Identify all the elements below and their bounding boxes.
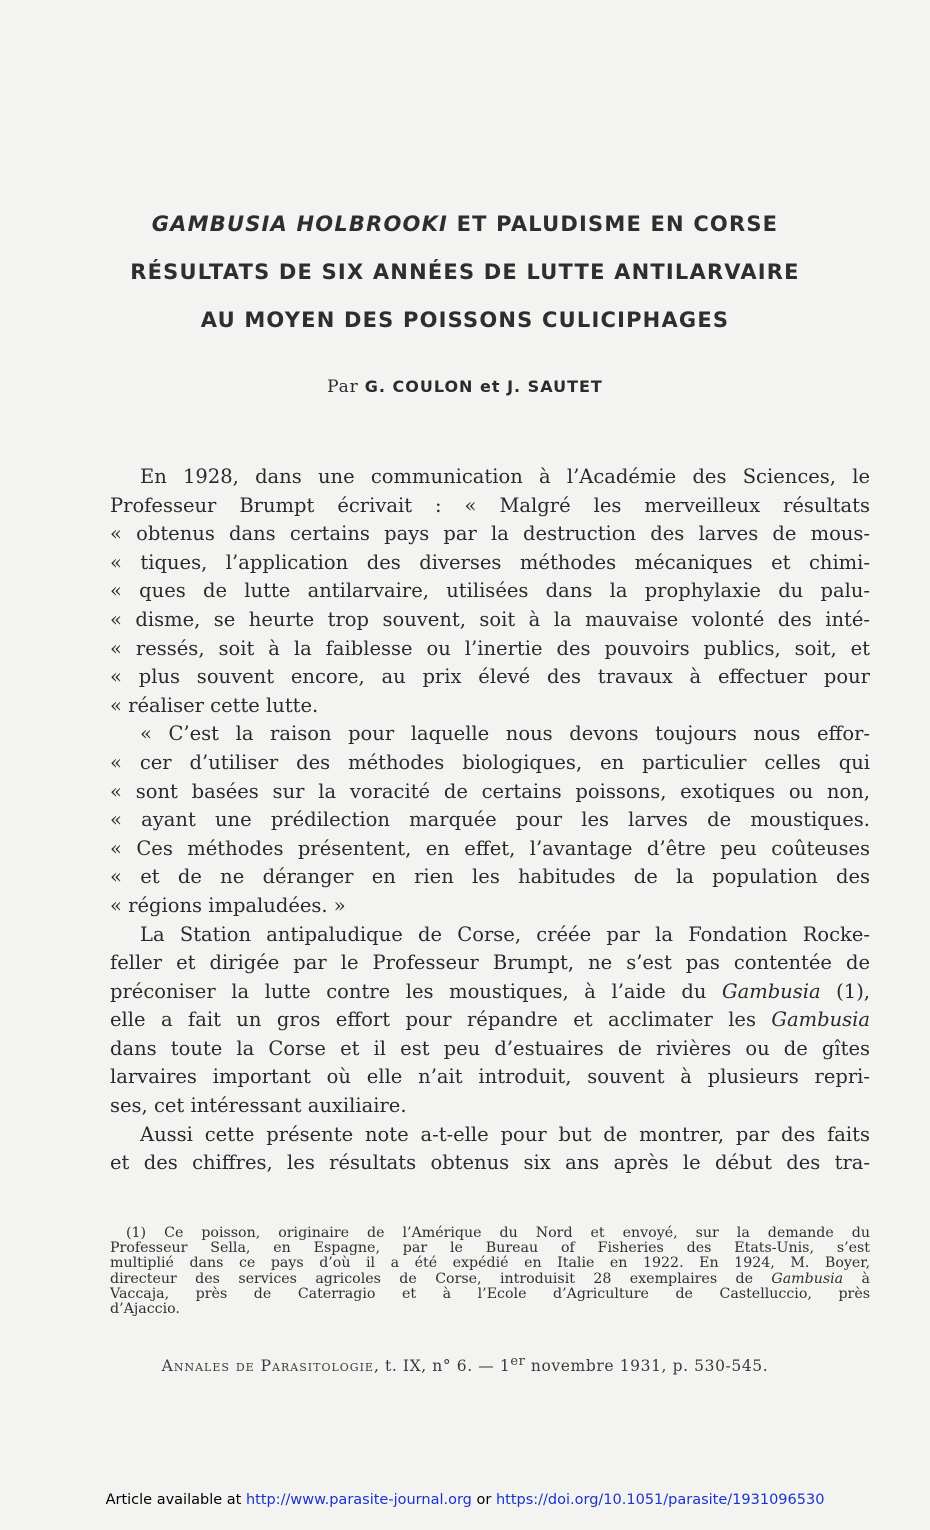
footnote-line: Professeur Sella, en Espagne, par le Bureau of Fisheries des Etats-Unis, s’est — [110, 1240, 870, 1257]
footnote — [110, 1226, 870, 1317]
body-text — [110, 463, 870, 1178]
title-line-3: AU MOYEN DES POISSONS CULICIPHAGES — [200, 308, 730, 332]
author-names: G. COULON et J. SAUTET — [364, 377, 603, 396]
availability-banner — [0, 1492, 930, 1508]
footnote-line — [110, 1272, 870, 1287]
journal-link[interactable]: http://www.parasite-journal.org — [245, 1492, 472, 1508]
footnote-line: (1) Ce poisson, originaire de l’Amérique du Nord et envoyé, sur la demande du — [126, 1225, 870, 1241]
body-line: larvaires important où elle n’ait introduit, souvent à plusieurs repri- — [110, 1065, 870, 1089]
body-line: « ayant une prédilection marquée pour les larves de moustiques. — [110, 808, 870, 832]
banner-middle: or — [471, 1492, 496, 1508]
genus-name: Gambusia — [771, 1008, 870, 1032]
body-line: feller et dirigée par le Professeur Brumpt, ne s’est pas contentée de — [110, 951, 870, 975]
footnote-line: multiplié dans ce pays d’où il a été expédié en Italie en 1922. En 1924, M. Boyer, — [110, 1255, 870, 1272]
title-line-1 — [0, 212, 930, 236]
doi-link[interactable]: https://doi.org/10.1051/parasite/1931096530 — [495, 1492, 825, 1508]
body-line: « cer d’utiliser des méthodes biologiques, en particulier celles qui — [110, 750, 870, 774]
banner-prefix: Article available at — [105, 1492, 246, 1508]
footnote-line: Vaccaja, près de Caterragio et à l’Ecole d’Agriculture de Castelluccio, près — [110, 1285, 870, 1302]
journal-name: Annales de Parasitologie — [161, 1357, 374, 1376]
journal-citation — [0, 1354, 930, 1375]
body-line: « disme, se heurte trop souvent, soit à la mauvaise volonté des inté- — [110, 607, 870, 631]
body-line: « et de ne déranger en rien les habitudes de la population des — [110, 865, 870, 889]
body-line: En 1928, dans une communication à l’Académie des Sciences, le — [140, 465, 870, 488]
body-text-run: préconiser la lutte contre les moustiques, à l’aide du — [110, 979, 722, 1003]
footnote-ref: (1), — [820, 979, 870, 1003]
body-line: ses, cet intéressant auxiliaire. — [110, 1094, 407, 1118]
body-line: Professeur Brumpt écrivait : « Malgré les merveilleux résultats — [110, 493, 870, 517]
citation-superscript: er — [510, 1354, 526, 1369]
title-species: GAMBUSIA HOLBROOKI — [151, 212, 449, 236]
footnote-line: d’Ajaccio. — [110, 1301, 180, 1318]
authors-prefix: Par — [327, 377, 365, 397]
body-line — [110, 978, 870, 1007]
body-line: « C’est la raison pour laquelle nous devons toujours nous effor- — [140, 722, 870, 746]
footnote-text-run: directeur des services agricoles de Corse, introduisit 28 exemplaires de — [110, 1270, 772, 1287]
footnote-text-run: à — [843, 1270, 870, 1287]
body-line: « régions impaludées. » — [110, 893, 346, 917]
body-line: « tiques, l’application des diverses méthodes mécaniques et chimi- — [110, 550, 870, 574]
body-line: et des chiffres, les résultats obtenus six ans après le début des tra- — [110, 1151, 870, 1175]
body-line: Aussi cette présente note a-t-elle pour but de montrer, par des faits — [140, 1122, 870, 1146]
body-line: « obtenus dans certains pays par la destruction des larves de mous- — [110, 522, 870, 546]
body-line: La Station antipaludique de Corse, créée par la Fondation Rocke- — [140, 922, 870, 946]
body-line: « sont basées sur la voracité de certains poissons, exotiques ou non, — [110, 779, 870, 803]
body-line — [110, 1006, 870, 1035]
citation-date-pages: novembre 1931, p. 530-545. — [525, 1357, 769, 1376]
body-line: dans toute la Corse et il est peu d’estuaires de rivières ou de gîtes — [110, 1036, 870, 1060]
title-line-2: RÉSULTATS DE SIX ANNÉES DE LUTTE ANTILARVAIRE — [130, 260, 800, 284]
body-text-run: elle a fait un gros effort pour répandre et acclimater les — [110, 1008, 772, 1032]
genus-name: Gambusia — [722, 979, 821, 1003]
body-line: « réaliser cette lutte. — [110, 693, 319, 717]
body-line: « Ces méthodes présentent, en effet, l’avantage d’être peu coûteuses — [110, 836, 870, 860]
genus-name: Gambusia — [771, 1270, 844, 1287]
body-line: « ques de lutte antilarvaire, utilisées dans la prophylaxie du palu- — [110, 579, 870, 603]
authors-line — [0, 377, 930, 397]
citation-volume: , t. IX, n° 6. — 1 — [373, 1357, 511, 1376]
title-line-1-rest: ET PALUDISME EN CORSE — [448, 212, 779, 236]
body-line: « ressés, soit à la faiblesse ou l’inertie des pouvoirs publics, soit, et — [110, 636, 870, 660]
body-line: « plus souvent encore, au prix élevé des travaux à effectuer pour — [110, 665, 870, 689]
